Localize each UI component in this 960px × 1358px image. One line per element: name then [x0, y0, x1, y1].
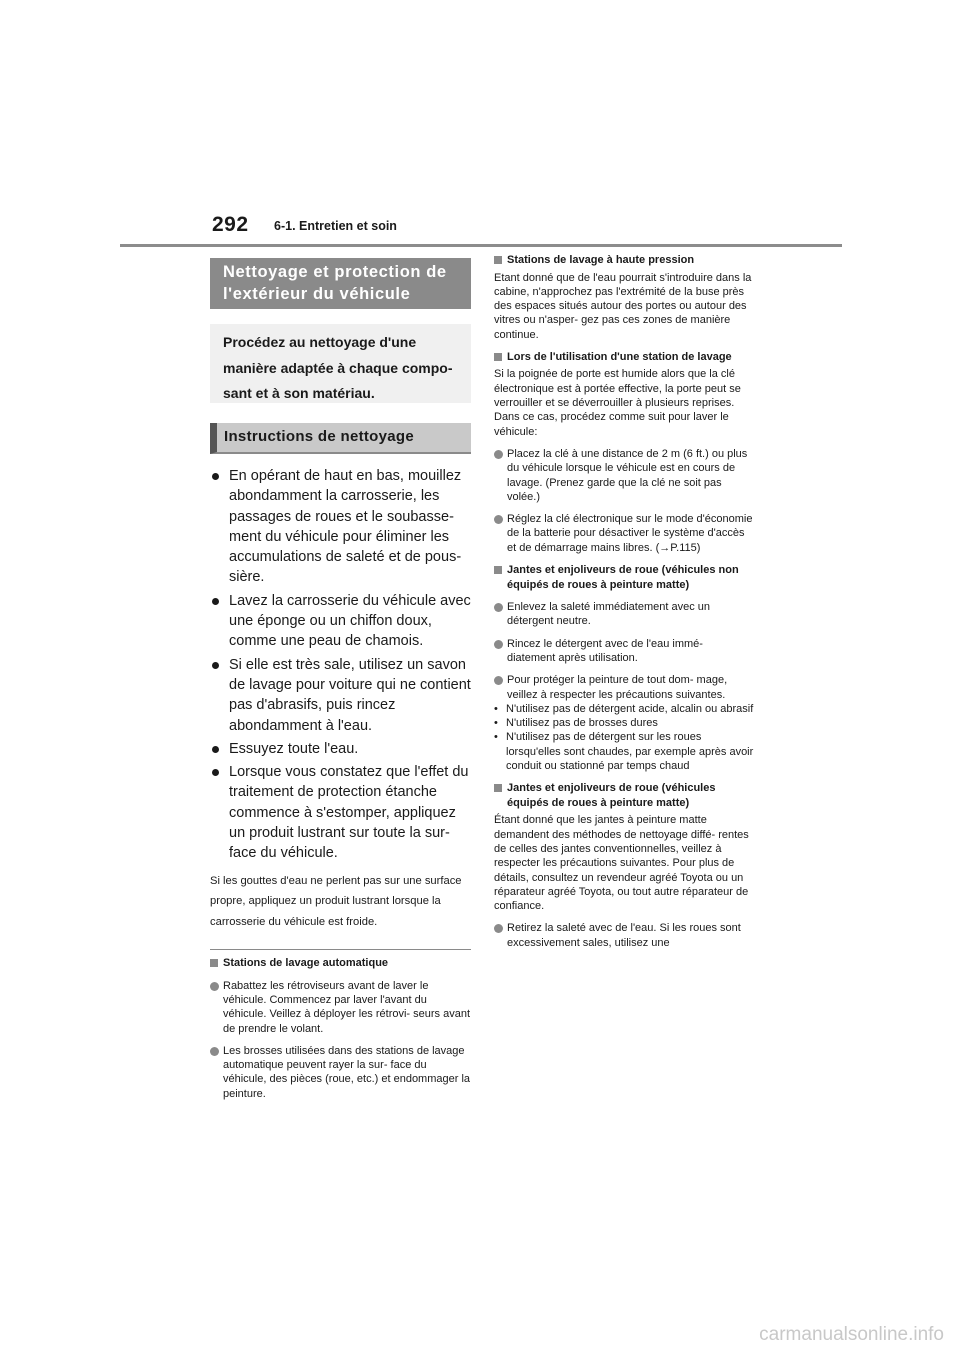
precautions-sublist: [494, 702, 754, 773]
cleaning-instructions-heading-text: Instructions de nettoyage: [224, 428, 415, 445]
list-item: Placez la clé à une distance de 2 m (6 ft.) ou plus du véhicule lorsque le véhicule est en cours de lavage. (Prenez garde que la clé ne soit pas volée.): [494, 447, 754, 504]
list-item: Enlevez la saleté immédiatement avec un détergent neutre.: [494, 600, 754, 629]
page-number: 292: [212, 213, 249, 236]
list-item: Pour protéger la peinture de tout dom- mage, veillez à respecter les précautions suivantes.: [494, 673, 754, 702]
list-item: Les brosses utilisées dans des stations de lavage automatique peuvent rayer la sur- face du véhicule, des pièces (roue, etc.) et endommager la peinture.: [210, 1044, 471, 1101]
section-title: 6-1. Entretien et soin: [274, 219, 397, 233]
waxing-note: Si les gouttes d'eau ne perlent pas sur une surface propre, appliquez un produit lustrant lorsque la carrosserie du véhicule est froide.: [210, 874, 462, 928]
left-column: [210, 258, 471, 1101]
high-pressure-text: Etant donné que de l'eau pourrait s'introduire dans la cabine, n'approchez pas l'extrémité de la buse près des espaces situés autour des portes ou autour des vitres ou n'asper- gez pas ces zones de manière continue.: [494, 271, 752, 341]
intro-text: Procédez au nettoyage d'une manière adaptée à chaque compo- sant et à son matériau.: [223, 334, 453, 401]
wheels-non-matte-heading: Jantes et enjoliveurs de roue (véhicules non équipés de roues à peinture matte): [494, 563, 754, 592]
main-heading: [210, 258, 471, 309]
wheels-matte-heading: Jantes et enjoliveurs de roue (véhicules équipés de roues à peinture matte): [494, 781, 754, 810]
wash-station-heading: Lors de l'utilisation d'une station de lavage: [494, 350, 754, 365]
cleaning-instructions-heading: [210, 423, 471, 454]
main-heading-text: Nettoyage et protection de l'extérieur du véhicule: [223, 262, 447, 303]
cleaning-steps-list: [210, 466, 471, 864]
list-item: Réglez la clé électronique sur le mode d'économie de la batterie pour désactiver le système d'accès et de démarrage mains libres. (→P.115): [494, 512, 754, 555]
auto-wash-heading: Stations de lavage automatique: [210, 956, 471, 971]
section-divider: [210, 949, 471, 950]
right-column: [494, 253, 754, 950]
wheels-matte-text: Étant donné que les jantes à peinture matte demandent des méthodes de nettoyage diffé- rentes de celles des jantes conventionnelles, veillez à respecter les précautions suivantes. Pour plus de détails, consultez un revendeur agréé Toyota ou un réparateur agréé Toyota, ou tout autre réparateur de confiance.: [494, 814, 749, 913]
intro-box: [210, 324, 471, 403]
list-item: Si elle est très sale, utilisez un savon de lavage pour voiture qui ne contient pas d'abrasifs, puis rincez abondamment à l'eau.: [210, 655, 471, 736]
list-item: • N'utilisez pas de brosses dures: [494, 716, 754, 730]
list-item: Lavez la carrosserie du véhicule avec une éponge ou un chiffon doux, comme une peau de chamois.: [210, 591, 471, 652]
high-pressure-heading: Stations de lavage à haute pression: [494, 253, 754, 268]
list-item: • N'utilisez pas de détergent acide, alcalin ou abrasif: [494, 702, 754, 716]
list-item: Rincez le détergent avec de l'eau immé- diatement après utilisation.: [494, 637, 754, 666]
list-item: Lorsque vous constatez que l'effet du traitement de protection étanche commence à s'estomper, appliquez un produit lustrant sur toute la sur- face du véhicule.: [210, 762, 471, 863]
wash-station-text: Si la poignée de porte est humide alors que la clé électronique est à portée effective, la porte peut se verrouiller et se déverrouiller à plusieurs reprises. Dans ce cas, procédez comme suit pour laver le véhicule:: [494, 368, 741, 438]
list-item: En opérant de haut en bas, mouillez abondamment la carrosserie, les passages de roues et le soubasse- ment du véhicule pour éliminer les accumulations de saleté et de pous- sière.: [210, 466, 471, 588]
list-item: Retirez la saleté avec de l'eau. Si les roues sont excessivement sales, utilisez une: [494, 921, 754, 950]
list-item: Rabattez les rétroviseurs avant de laver le véhicule. Commencez par laver l'avant du véhicule. Veillez à déployer les rétrovi- seurs avant de prendre le volant.: [210, 979, 471, 1036]
header-rule: [120, 244, 842, 247]
list-item: • N'utilisez pas de détergent sur les roues lorsqu'elles sont chaudes, par exemple après avoir conduit ou stationné par temps chaud: [494, 730, 754, 773]
watermark: carmanualsonline.info: [759, 1324, 944, 1345]
list-item: Essuyez toute l'eau.: [210, 739, 471, 759]
